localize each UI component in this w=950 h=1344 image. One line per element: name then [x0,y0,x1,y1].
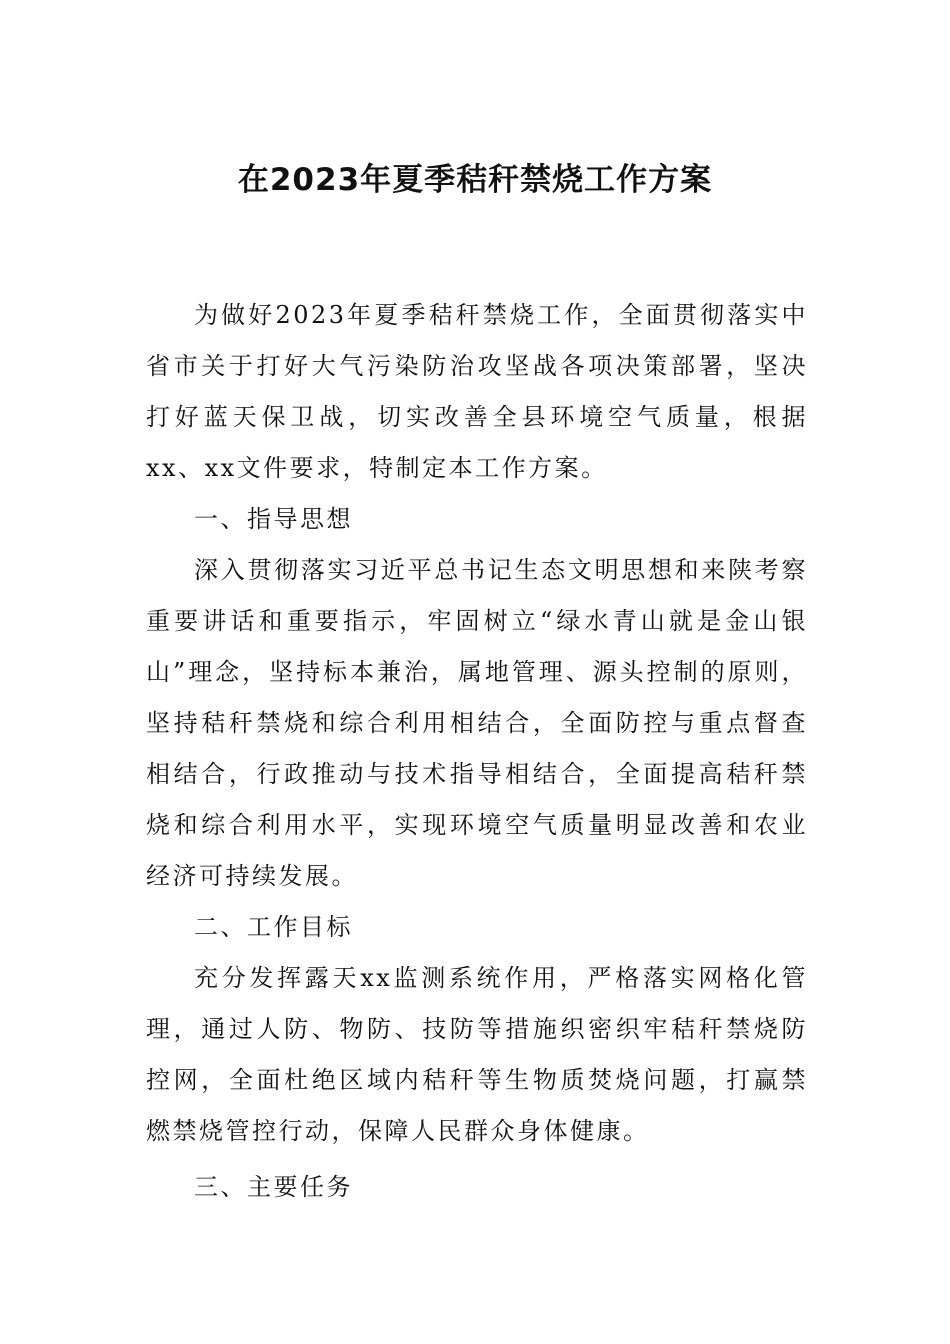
section-body-work-goals: 充分发挥露天xx监测系统作用，严格落实网格化管理，通过人防、物防、技防等措施织密织牢秸秆禁烧防控网，全面杜绝区域内秸秆等生物质焚烧问题，打赢禁燃禁烧管控行动，保障人民群众身体健康。 [146,964,808,1145]
section-heading-guiding-ideology: 一、指导思想 [194,505,353,533]
document-body [146,290,808,1213]
section-heading-work-goals: 二、工作目标 [194,913,353,941]
section-body-guiding-ideology: 深入贯彻落实习近平总书记生态文明思想和来陕考察重要讲话和重要指示，牢固树立“绿水青山就是金山银山”理念，坚持标本兼治，属地管理、源头控制的原则，坚持秸秆禁烧和综合利用相结合，全面防控与重点督查相结合，行政推动与技术指导相结合，全面提高秸秆禁烧和综合利用水平，实现环境空气质量明显改善和农业经济可持续发展。 [146,556,808,890]
document-title: 在2023年夏季秸秆禁烧工作方案 [237,162,713,198]
section-heading-main-tasks: 三、主要任务 [194,1173,353,1201]
intro-paragraph: 为做好2023年夏季秸秆禁烧工作，全面贯彻落实中省市关于打好大气污染防治攻坚战各项决策部署，坚决打好蓝天保卫战，切实改善全县环境空气质量，根据xx、xx文件要求，特制定本工作方案。 [146,301,808,482]
